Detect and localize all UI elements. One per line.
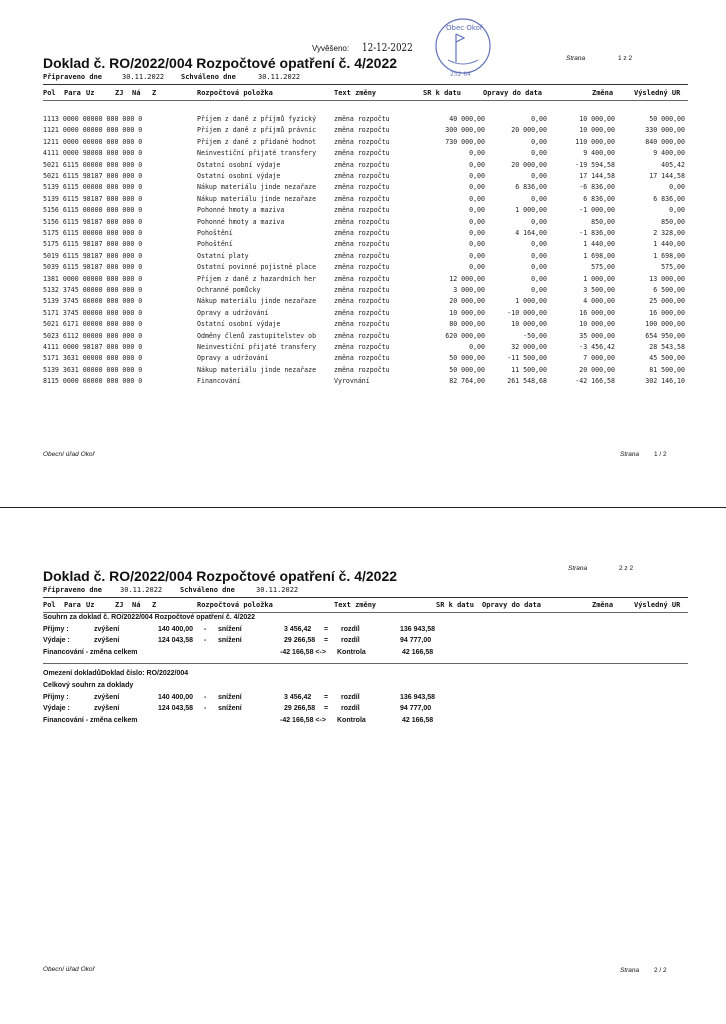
table-row xyxy=(43,354,693,364)
cell-sr: 0,00 xyxy=(469,183,485,192)
cell-zm: -6 836,00 xyxy=(579,183,615,192)
cell-opr: -50,00 xyxy=(523,331,547,340)
table-row xyxy=(43,332,693,342)
cell-vy: 302 146,10 xyxy=(645,377,685,386)
cell-name: Příjem z daně z přidané hodnot xyxy=(197,137,317,146)
cell-vy: 840 000,00 xyxy=(645,137,685,146)
cell-opr: 32 000,00 xyxy=(511,343,547,351)
cell-text: změna rozpočtu xyxy=(334,229,390,237)
cell-name: Pohonné hmoty a maziva xyxy=(197,217,285,226)
table-row xyxy=(43,115,693,125)
total-dec_val: 29 266,58 xyxy=(284,705,316,712)
summary-inc: zvýšení xyxy=(94,637,120,644)
col-z: Z xyxy=(152,89,157,97)
cell-zm: 10 000,00 xyxy=(579,115,615,123)
cell-name: Opravy a udržování xyxy=(197,354,269,363)
cell-zm: 110 000,00 xyxy=(575,137,615,146)
cell-text: změna rozpočtu xyxy=(334,365,390,374)
cell-name: Nákup materiálu jinde nezařaze xyxy=(197,365,317,374)
col-zj: ZJ xyxy=(115,601,124,609)
cell-code: 4111 0000 98187 000 000 0 xyxy=(43,343,143,351)
col-text: Text změny xyxy=(334,89,377,97)
page1-strana-num: 1 z 2 xyxy=(618,55,633,62)
cell-text: změna rozpočtu xyxy=(334,274,390,283)
cell-sr: 0,00 xyxy=(469,206,485,215)
cell-text: změna rozpočtu xyxy=(334,320,390,329)
summary-diff: rozdíl xyxy=(341,626,360,633)
cell-sr: 0,00 xyxy=(469,263,485,272)
total-dec_val: 3 456,42 xyxy=(284,694,312,701)
cell-sr: 620 000,00 xyxy=(445,331,485,340)
cell-zm: 4 000,00 xyxy=(583,297,615,306)
cell-code: 1381 0000 00000 000 000 0 xyxy=(43,274,143,283)
summary-op: = xyxy=(324,626,329,633)
cell-name: Příjem z daně z příjmů právnic xyxy=(197,126,317,135)
cell-vy: 0,00 xyxy=(669,183,685,192)
cell-sr: 0,00 xyxy=(469,160,485,169)
cell-sr: 50 000,00 xyxy=(449,354,485,363)
summary-inc_val: 140 400,00 xyxy=(158,626,194,633)
cell-code: 5171 3631 00000 000 000 0 xyxy=(43,354,143,363)
table-row xyxy=(43,286,693,296)
total-op: = xyxy=(324,705,329,712)
table-row xyxy=(43,309,693,319)
page1-column-header xyxy=(43,89,688,99)
cell-opr: 261 548,68 xyxy=(507,377,547,386)
page1-strana-label: Strana xyxy=(566,55,586,62)
col-uz: Uz xyxy=(86,89,95,97)
cell-zm: -3 456,42 xyxy=(579,343,615,351)
cell-code: 5139 3631 00000 000 000 0 xyxy=(43,365,143,374)
page2-footer-strana: Strana xyxy=(620,967,640,974)
cell-text: změna rozpočtu xyxy=(334,263,390,272)
posted-label: Vyvěšeno: xyxy=(312,44,350,53)
summary-dec: snížení xyxy=(218,637,242,644)
cell-name: Opravy a udržování xyxy=(197,308,269,317)
cell-code: 5019 6115 98187 000 000 0 xyxy=(43,251,143,260)
cell-sr: 730 000,00 xyxy=(445,137,485,146)
cell-code: 1211 0000 00000 000 000 0 xyxy=(43,137,143,146)
page2-column-header xyxy=(43,601,688,611)
total-fin-value: -42 166,58 <-> xyxy=(280,717,326,724)
cell-text: změna rozpočtu xyxy=(334,297,390,306)
summary-fin-value: -42 166,58 <-> xyxy=(280,649,326,656)
cell-opr: 0,00 xyxy=(531,251,547,260)
cell-vy: 330 000,00 xyxy=(645,126,685,135)
total-inc_val: 140 400,00 xyxy=(158,694,194,701)
col-item: Rozpočtová položka xyxy=(197,601,273,609)
page2-prep-date: 30.11.2022 xyxy=(120,586,163,594)
cell-zm: -19 594,58 xyxy=(575,160,615,169)
table-row xyxy=(43,320,693,330)
cell-sr: 0,00 xyxy=(469,251,485,260)
cell-zm: 1 000,00 xyxy=(583,274,615,283)
cell-code: 5139 6115 00000 000 000 0 xyxy=(43,183,143,192)
col-zj: ZJ xyxy=(115,89,124,97)
page1-title: Doklad č. RO/2022/004 Rozpočtové opatření č. 4/2022 xyxy=(43,55,398,71)
page1-header-bottom-rule xyxy=(43,100,688,101)
summary-dec_val: 3 456,42 xyxy=(284,626,312,633)
col-para: Para xyxy=(64,601,81,609)
table-row xyxy=(43,206,693,216)
summary-inc_val: 124 043,58 xyxy=(158,637,194,644)
cell-name: Odměny členů zastupitelstev ob xyxy=(197,331,317,340)
cell-zm: 6 836,00 xyxy=(583,194,615,203)
col-zmena: Změna xyxy=(592,601,614,609)
col-vysledny: Výsledný UR xyxy=(634,601,681,609)
cell-code: 5156 6115 00000 000 000 0 xyxy=(43,206,143,215)
total-dec: snížení xyxy=(218,705,242,712)
cell-zm: 1 440,00 xyxy=(583,240,615,249)
total-title: Celkový souhrn za doklady xyxy=(43,682,134,689)
total-fin-control-value: 42 166,58 xyxy=(402,717,434,724)
cell-sr: 0,00 xyxy=(469,229,485,237)
summary-fin-control: Kontrola xyxy=(337,649,366,656)
total-inc: zvýšení xyxy=(94,705,120,712)
page1-prep-date: 30.11.2022 xyxy=(122,73,165,81)
page2-footer-num: 2 / 2 xyxy=(654,967,667,974)
cell-sr: 10 000,00 xyxy=(449,308,485,317)
cell-zm: 1 698,00 xyxy=(583,251,615,260)
cell-opr: 0,00 xyxy=(531,240,547,249)
cell-code: 5021 6171 00000 000 000 0 xyxy=(43,320,143,329)
cell-vy: 2 328,00 xyxy=(653,229,685,237)
cell-opr: 20 000,00 xyxy=(511,160,547,169)
cell-name: Ostatní platy xyxy=(197,251,249,260)
col-na: Ná xyxy=(132,89,141,97)
col-uz: Uz xyxy=(86,601,95,609)
cell-name: Ostatní povinné pojistné place xyxy=(197,263,317,272)
cell-vy: 6 500,00 xyxy=(653,286,685,294)
total-fin-label: Financování - změna celkem xyxy=(43,717,138,724)
page1-footer-num: 1 / 2 xyxy=(654,451,667,458)
total-label: Příjmy : xyxy=(43,694,69,701)
cell-text: změna rozpočtu xyxy=(334,160,390,169)
summary-label: Příjmy : xyxy=(43,626,69,633)
table-row xyxy=(43,218,693,228)
cell-opr: 10 000,00 xyxy=(511,320,547,329)
table-row xyxy=(43,138,693,148)
cell-sr: 80 000,00 xyxy=(449,320,485,329)
cell-name: Neinvestiční přijaté transfery xyxy=(197,149,317,158)
cell-text: změna rozpočtu xyxy=(334,354,390,363)
page2-strana-label: Strana xyxy=(568,565,588,572)
page1-footer-strana: Strana xyxy=(620,451,640,458)
cell-name: Ochranné pomůcky xyxy=(197,286,261,294)
cell-vy: 25 000,00 xyxy=(649,297,685,306)
total-diff: rozdíl xyxy=(341,705,360,712)
limit-value: Doklad číslo: RO/2022/004 xyxy=(101,670,189,677)
cell-name: Příjem z daně z příjmů fyzický xyxy=(197,115,317,123)
page2-footer-office: Obecní úřad Okoř xyxy=(43,966,95,973)
col-sr: SR k datu xyxy=(436,601,474,609)
cell-code: 1121 0000 00000 000 000 0 xyxy=(43,126,143,135)
cell-name: Nákup materiálu jinde nezařaze xyxy=(197,183,317,192)
cell-vy: 100 000,00 xyxy=(645,320,685,329)
table-row xyxy=(43,263,693,273)
col-sr: SR k datu xyxy=(423,89,461,97)
col-text: Text změny xyxy=(334,601,377,609)
cell-code: 5132 3745 00000 000 000 0 xyxy=(43,286,143,294)
cell-name: Nákup materiálu jinde nezařaze xyxy=(197,194,317,203)
cell-sr: 0,00 xyxy=(469,343,485,351)
cell-vy: 850,00 xyxy=(661,217,685,226)
cell-name: Ostatní osobní výdaje xyxy=(197,320,281,329)
cell-vy: 6 836,00 xyxy=(653,194,685,203)
svg-text:252 64: 252 64 xyxy=(450,71,471,78)
cell-text: změna rozpočtu xyxy=(334,240,390,249)
cell-code: 5175 6115 00000 000 000 0 xyxy=(43,229,143,237)
cell-code: 8115 0000 00000 000 000 0 xyxy=(43,377,143,386)
cell-text: změna rozpočtu xyxy=(334,308,390,317)
page1-header-top-rule xyxy=(43,84,688,85)
cell-code: 5039 6115 98187 000 000 0 xyxy=(43,263,143,272)
table-row xyxy=(43,183,693,193)
cell-opr: 1 000,00 xyxy=(515,297,547,306)
cell-text: změna rozpočtu xyxy=(334,206,390,215)
cell-text: změna rozpočtu xyxy=(334,343,390,351)
cell-code: 5021 6115 00000 000 000 0 xyxy=(43,160,143,169)
cell-code: 5139 3745 00000 000 000 0 xyxy=(43,297,143,306)
municipal-stamp xyxy=(434,14,492,80)
table-row xyxy=(43,161,693,171)
cell-text: změna rozpočtu xyxy=(334,194,390,203)
cell-zm: 16 000,00 xyxy=(579,308,615,317)
col-pol: Pol xyxy=(43,89,56,97)
cell-code: 5175 6115 98187 000 000 0 xyxy=(43,240,143,249)
page1-prep-label: Připraveno dne xyxy=(43,73,103,81)
cell-sr: 0,00 xyxy=(469,172,485,180)
col-vysledny: Výsledný UR xyxy=(634,89,681,97)
total-dash: - xyxy=(204,694,207,701)
page2-appr-label: Schváleno dne xyxy=(180,586,235,594)
table-row xyxy=(43,343,693,353)
total-op: = xyxy=(324,694,329,701)
cell-text: změna rozpočtu xyxy=(334,149,390,158)
total-inc_val: 124 043,58 xyxy=(158,705,194,712)
cell-zm: -1 836,00 xyxy=(579,229,615,237)
summary-diff_val: 136 943,58 xyxy=(400,626,436,633)
col-para: Para xyxy=(64,89,81,97)
cell-code: 5021 6115 98187 000 000 0 xyxy=(43,172,143,180)
table-row xyxy=(43,240,693,250)
cell-sr: 300 000,00 xyxy=(445,126,485,135)
summary-dash: - xyxy=(204,626,207,633)
limit-label: Omezení dokladů: xyxy=(43,670,104,677)
cell-text: změna rozpočtu xyxy=(334,286,390,294)
cell-opr: 6 836,00 xyxy=(515,183,547,192)
cell-name: Pohoštění xyxy=(197,229,233,237)
cell-sr: 0,00 xyxy=(469,240,485,249)
total-diff_val: 94 777,00 xyxy=(400,705,432,712)
cell-opr: 0,00 xyxy=(531,286,547,294)
cell-vy: 28 543,58 xyxy=(649,343,685,351)
svg-text:Obec Okoř: Obec Okoř xyxy=(446,24,483,32)
summary-title: Souhrn za doklad č. RO/2022/004 Rozpočtové opatření č. 4/2022 xyxy=(43,614,256,621)
cell-text: změna rozpočtu xyxy=(334,137,390,146)
cell-text: změna rozpočtu xyxy=(334,126,390,135)
cell-text: Vyrovnání xyxy=(334,377,370,386)
cell-zm: 7 000,00 xyxy=(583,354,615,363)
cell-sr: 0,00 xyxy=(469,194,485,203)
total-diff_val: 136 943,58 xyxy=(400,694,436,701)
cell-opr: 0,00 xyxy=(531,194,547,203)
total-fin-control: Kontrola xyxy=(337,717,366,724)
table-row xyxy=(43,229,693,239)
table-row xyxy=(43,366,693,376)
col-opravy: Opravy do data xyxy=(482,601,542,609)
cell-vy: 9 400,00 xyxy=(653,149,685,158)
cell-sr: 50 000,00 xyxy=(449,365,485,374)
page2-header-bottom-rule xyxy=(43,612,688,613)
cell-vy: 16 000,00 xyxy=(649,308,685,317)
cell-opr: 0,00 xyxy=(531,115,547,123)
cell-zm: 35 000,00 xyxy=(579,331,615,340)
cell-sr: 40 000,00 xyxy=(449,115,485,123)
cell-zm: 17 144,58 xyxy=(579,172,615,180)
cell-text: změna rozpočtu xyxy=(334,183,390,192)
page2-strana-num: 2 z 2 xyxy=(619,565,634,572)
cell-zm: 3 500,00 xyxy=(583,286,615,294)
cell-vy: 1 440,00 xyxy=(653,240,685,249)
total-label: Výdaje : xyxy=(43,705,70,712)
cell-vy: 17 144,58 xyxy=(649,172,685,180)
cell-name: Příjem z daně z hazardních her xyxy=(197,274,317,283)
cell-name: Nákup materiálu jinde nezařaze xyxy=(197,297,317,306)
cell-zm: 9 400,00 xyxy=(583,149,615,158)
cell-text: změna rozpočtu xyxy=(334,115,390,123)
cell-name: Pohonné hmoty a maziva xyxy=(197,206,285,215)
table-row xyxy=(43,297,693,307)
cell-opr: 0,00 xyxy=(531,274,547,283)
cell-zm: 10 000,00 xyxy=(579,320,615,329)
cell-name: Ostatní osobní výdaje xyxy=(197,172,281,180)
posted-date: 12-12-2022 xyxy=(362,41,413,54)
cell-text: změna rozpočtu xyxy=(334,217,390,226)
table-row xyxy=(43,126,693,136)
cell-text: změna rozpočtu xyxy=(334,251,390,260)
table-row xyxy=(43,195,693,205)
page1-footer-office: Obecní úřad Okoř xyxy=(43,451,95,458)
cell-text: změna rozpočtu xyxy=(334,172,390,180)
cell-sr: 0,00 xyxy=(469,217,485,226)
table-row xyxy=(43,149,693,159)
summary-op: = xyxy=(324,637,329,644)
cell-vy: 13 000,00 xyxy=(649,274,685,283)
cell-opr: 4 164,00 xyxy=(515,229,547,237)
page2-header-top-rule xyxy=(43,597,688,598)
summary-fin-label: Financování - změna celkem xyxy=(43,649,138,656)
cell-vy: 654 950,00 xyxy=(645,331,685,340)
summary-inc: zvýšení xyxy=(94,626,120,633)
cell-vy: 81 500,00 xyxy=(649,365,685,374)
summary-diff: rozdíl xyxy=(341,637,360,644)
cell-opr: 20 000,00 xyxy=(511,126,547,135)
cell-zm: -1 000,00 xyxy=(579,206,615,215)
cell-opr: 0,00 xyxy=(531,172,547,180)
total-diff: rozdíl xyxy=(341,694,360,701)
cell-opr: 0,00 xyxy=(531,149,547,158)
cell-vy: 45 500,00 xyxy=(649,354,685,363)
summary-fin-control-value: 42 166,58 xyxy=(402,649,434,656)
cell-code: 5139 6115 98187 000 000 0 xyxy=(43,194,143,203)
table-row xyxy=(43,377,693,387)
table-row xyxy=(43,275,693,285)
cell-code: 1113 0000 00000 000 000 0 xyxy=(43,115,143,123)
cell-sr: 20 000,00 xyxy=(449,297,485,306)
page-separator xyxy=(0,507,726,508)
page1-appr-date: 30.11.2022 xyxy=(258,73,301,81)
cell-zm: 850,00 xyxy=(591,217,615,226)
cell-opr: 0,00 xyxy=(531,263,547,272)
cell-zm: 10 000,00 xyxy=(579,126,615,135)
cell-opr: 0,00 xyxy=(531,137,547,146)
cell-zm: 575,00 xyxy=(591,263,615,272)
cell-sr: 3 000,00 xyxy=(453,286,485,294)
col-item: Rozpočtová položka xyxy=(197,89,273,97)
summary-dec: snížení xyxy=(218,626,242,633)
cell-zm: 20 000,00 xyxy=(579,365,615,374)
total-dash: - xyxy=(204,705,207,712)
cell-code: 4111 0000 98008 000 000 0 xyxy=(43,149,143,158)
cell-opr: 1 000,00 xyxy=(515,206,547,215)
cell-code: 5171 3745 00000 000 000 0 xyxy=(43,308,143,317)
cell-sr: 0,00 xyxy=(469,149,485,158)
cell-sr: 82 764,00 xyxy=(449,377,485,386)
cell-vy: 1 698,00 xyxy=(653,251,685,260)
cell-opr: -10 000,00 xyxy=(507,308,547,317)
page2-prep-label: Připraveno dne xyxy=(43,586,103,594)
cell-sr: 12 000,00 xyxy=(449,274,485,283)
cell-name: Pohoštění xyxy=(197,240,233,249)
cell-code: 5023 6112 00000 000 000 0 xyxy=(43,331,143,340)
total-dec: snížení xyxy=(218,694,242,701)
page2-title: Doklad č. RO/2022/004 Rozpočtové opatření č. 4/2022 xyxy=(43,568,398,584)
total-inc: zvýšení xyxy=(94,694,120,701)
cell-code: 5156 6115 98187 000 000 0 xyxy=(43,217,143,226)
cell-vy: 0,00 xyxy=(669,206,685,215)
summary-label: Výdaje : xyxy=(43,637,70,644)
summary-divider xyxy=(43,663,688,664)
summary-dec_val: 29 266,58 xyxy=(284,637,316,644)
cell-name: Ostatní osobní výdaje xyxy=(197,160,281,169)
col-pol: Pol xyxy=(43,601,56,609)
cell-name: Neinvestiční přijaté transfery xyxy=(197,343,317,351)
summary-dash: - xyxy=(204,637,207,644)
cell-opr: 11 500,00 xyxy=(511,365,547,374)
table-row xyxy=(43,252,693,262)
col-z: Z xyxy=(152,601,157,609)
cell-vy: 405,42 xyxy=(661,160,685,169)
col-na: Ná xyxy=(132,601,141,609)
page2-appr-date: 30.11.2022 xyxy=(256,586,299,594)
cell-name: Financování xyxy=(197,377,241,386)
table-row xyxy=(43,172,693,182)
col-zmena: Změna xyxy=(592,89,614,97)
cell-vy: 575,00 xyxy=(661,263,685,272)
summary-diff_val: 94 777,00 xyxy=(400,637,432,644)
cell-vy: 50 000,00 xyxy=(649,115,685,123)
page1-appr-label: Schváleno dne xyxy=(181,73,236,81)
col-opravy: Opravy do data xyxy=(483,89,543,97)
cell-text: změna rozpočtu xyxy=(334,331,390,340)
cell-opr: 0,00 xyxy=(531,217,547,226)
cell-opr: -11 500,00 xyxy=(507,354,547,363)
cell-zm: -42 166,58 xyxy=(575,377,615,386)
